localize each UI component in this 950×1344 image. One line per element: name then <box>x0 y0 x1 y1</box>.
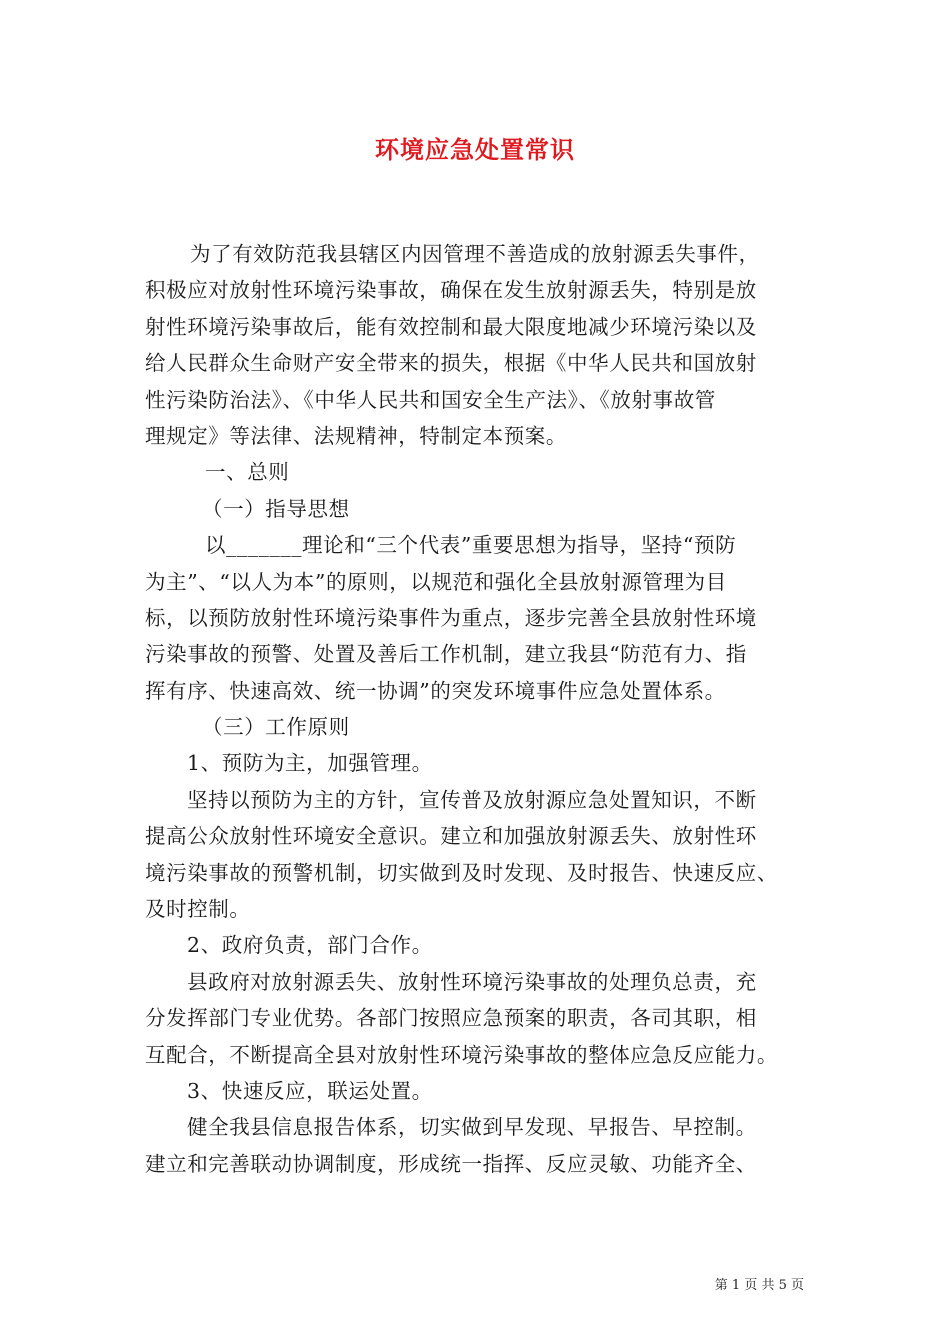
subsection-heading: （三）工作原则 <box>202 715 350 740</box>
paragraph-line: 给人民群众生命财产安全带来的损失，根据《中华人民共和国放射 <box>145 351 757 376</box>
document-title: 环境应急处置常识 <box>375 135 575 164</box>
paragraph-line: 为主”、“以人为本”的原则，以规范和强化全县放射源管理为目 <box>145 569 727 594</box>
paragraph-line: 射性环境污染事故后，能有效控制和最大限度地减少环境污染以及 <box>145 314 757 339</box>
section-heading: 一、总则 <box>205 460 290 485</box>
paragraph-line: 县政府对放射源丢失、放射性环境污染事故的处理负总责，充 <box>187 969 757 994</box>
subsection-heading: （一）指导思想 <box>202 496 350 521</box>
paragraph-line: 分发挥部门专业优势。各部门按照应急预案的职责，各司其职，相 <box>145 1006 757 1031</box>
paragraph-line: 积极应对放射性环境污染事故，确保在发生放射源丢失，特别是放 <box>145 278 757 303</box>
paragraph-line: 为了有效防范我县辖区内因管理不善造成的放射源丢失事件， <box>190 242 760 266</box>
page-number: 第 1 页 共 5 页 <box>714 1278 804 1293</box>
paragraph-line: 互配合，不断提高全县对放射性环境污染事故的整体应急反应能力。 <box>145 1042 778 1067</box>
paragraph-line: 建立和完善联动协调制度，形成统一指挥、反应灵敏、功能齐全、 <box>145 1151 757 1176</box>
paragraph-line: 挥有序、快速高效、统一协调”的突发环境事件应急处置体系。 <box>145 678 726 703</box>
principle-heading: 3、快速反应，联运处置。 <box>187 1078 433 1103</box>
document-body <box>145 236 813 1182</box>
paragraph-line: 及时控制。 <box>145 897 251 922</box>
paragraph-line: 坚持以预防为主的方针，宣传普及放射源应急处置知识，不断 <box>187 787 757 812</box>
paragraph-line: 标，以预防放射性环境污染事件为重点，逐步完善全县放射性环境 <box>145 605 757 630</box>
principle-heading: 1、预防为主，加强管理。 <box>187 751 433 776</box>
paragraph-line: 提高公众放射性环境安全意识。建立和加强放射源丢失、放射性环 <box>145 824 757 849</box>
paragraph-line: 以_______理论和“三个代表”重要思想为指导，坚持“预防 <box>205 533 737 558</box>
paragraph-line: 性污染防治法》、《中华人民共和国安全生产法》、《放射事故管 <box>145 387 716 412</box>
paragraph-line: 理规定》等法律、法规精神，特制定本预案。 <box>145 423 567 448</box>
paragraph-line: 境污染事故的预警机制，切实做到及时发现、及时报告、快速反应、 <box>145 860 778 885</box>
paragraph-line: 健全我县信息报告体系，切实做到早发现、早报告、早控制。 <box>187 1115 757 1140</box>
principle-heading: 2、政府负责，部门合作。 <box>187 933 433 958</box>
paragraph-line: 污染事故的预警、处置及善后工作机制，建立我县“防范有力、指 <box>145 642 747 667</box>
